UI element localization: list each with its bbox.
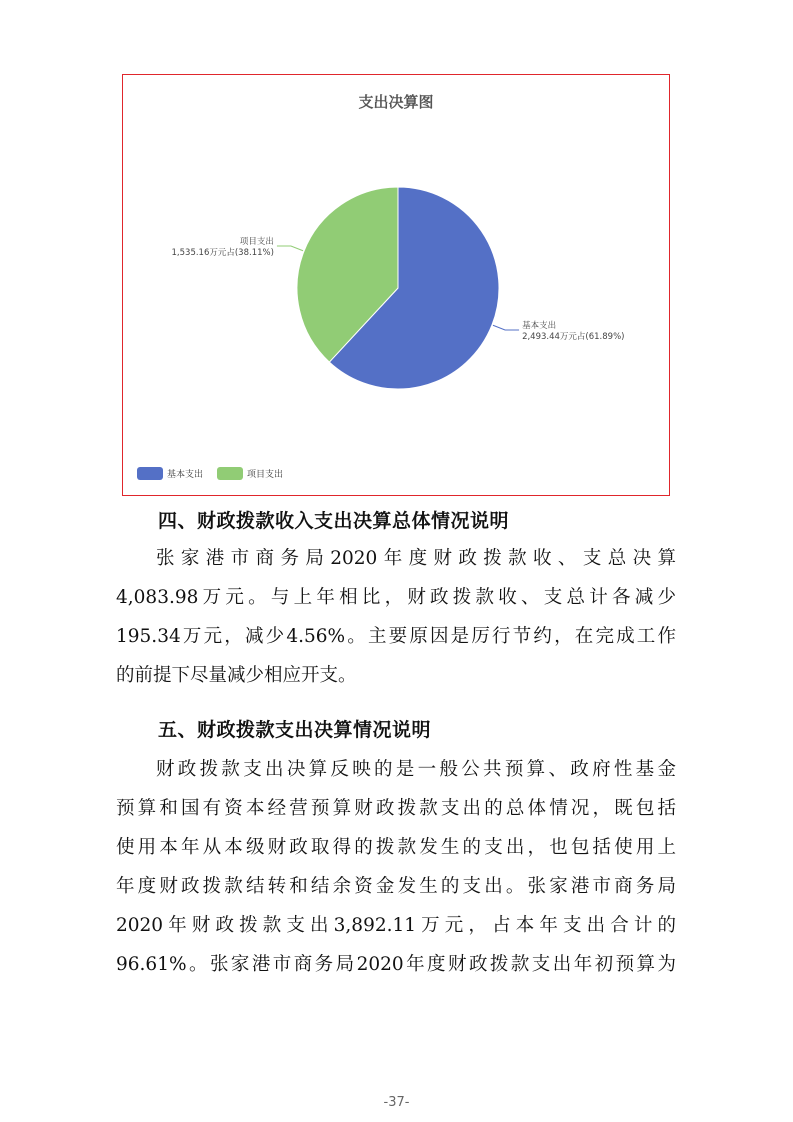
legend-label-project: 项目支出 (247, 470, 284, 480)
legend-swatch-basic (137, 467, 163, 480)
section5-paragraph (116, 750, 676, 984)
slice-label-value: 1,535.16万元占(38.11%) (171, 248, 274, 259)
paragraph-line: 年度财政拨款结转和结余资金发生的支出。张家港市商务局 (116, 876, 676, 897)
paragraph-line: 96.61%。张家港市商务局2020年度财政拨款支出年初预算为 (116, 954, 676, 975)
paragraph-line: 预算和国有资本经营预算财政拨款支出的总体情况，既包括 (116, 798, 676, 819)
pie-chart (123, 75, 668, 494)
paragraph-line: 使用本年从本级财政取得的拨款发生的支出，也包括使用上 (116, 837, 676, 858)
paragraph-line: 财政拨款支出决算反映的是一般公共预算、政府性基金 (156, 759, 676, 780)
section4-paragraph (116, 539, 676, 695)
paragraph-line: 195.34万元，减少4.56%。主要原因是厉行节约，在完成工作 (116, 626, 676, 647)
pie-chart-frame (122, 74, 670, 496)
slice-label-value: 2,493.44万元占(61.89%) (522, 331, 625, 342)
slice-label-name: 项目支出 (239, 237, 274, 248)
paragraph-line: 的前提下尽量减少相应开支。 (116, 665, 357, 686)
label-leader-line (493, 325, 519, 330)
paragraph-line: 张家港市商务局2020年度财政拨款收、支总决算 (156, 548, 676, 569)
section5-heading: 五、财政拨款支出决算情况说明 (158, 719, 432, 741)
slice-label-name: 基本支出 (522, 320, 557, 331)
section4-heading: 四、财政拨款收入支出决算总体情况说明 (158, 510, 510, 532)
chart-legend (137, 467, 283, 480)
paragraph-line: 4,083.98万元。与上年相比，财政拨款收、支总计各减少 (116, 587, 676, 608)
page-number: -37- (383, 1095, 410, 1110)
legend-swatch-project (217, 467, 243, 480)
chart-title: 支出决算图 (358, 93, 434, 111)
label-leader-line (277, 246, 303, 251)
legend-label-basic: 基本支出 (167, 470, 204, 480)
paragraph-line: 2020年财政拨款支出3,892.11万元，占本年支出合计的 (116, 915, 676, 936)
